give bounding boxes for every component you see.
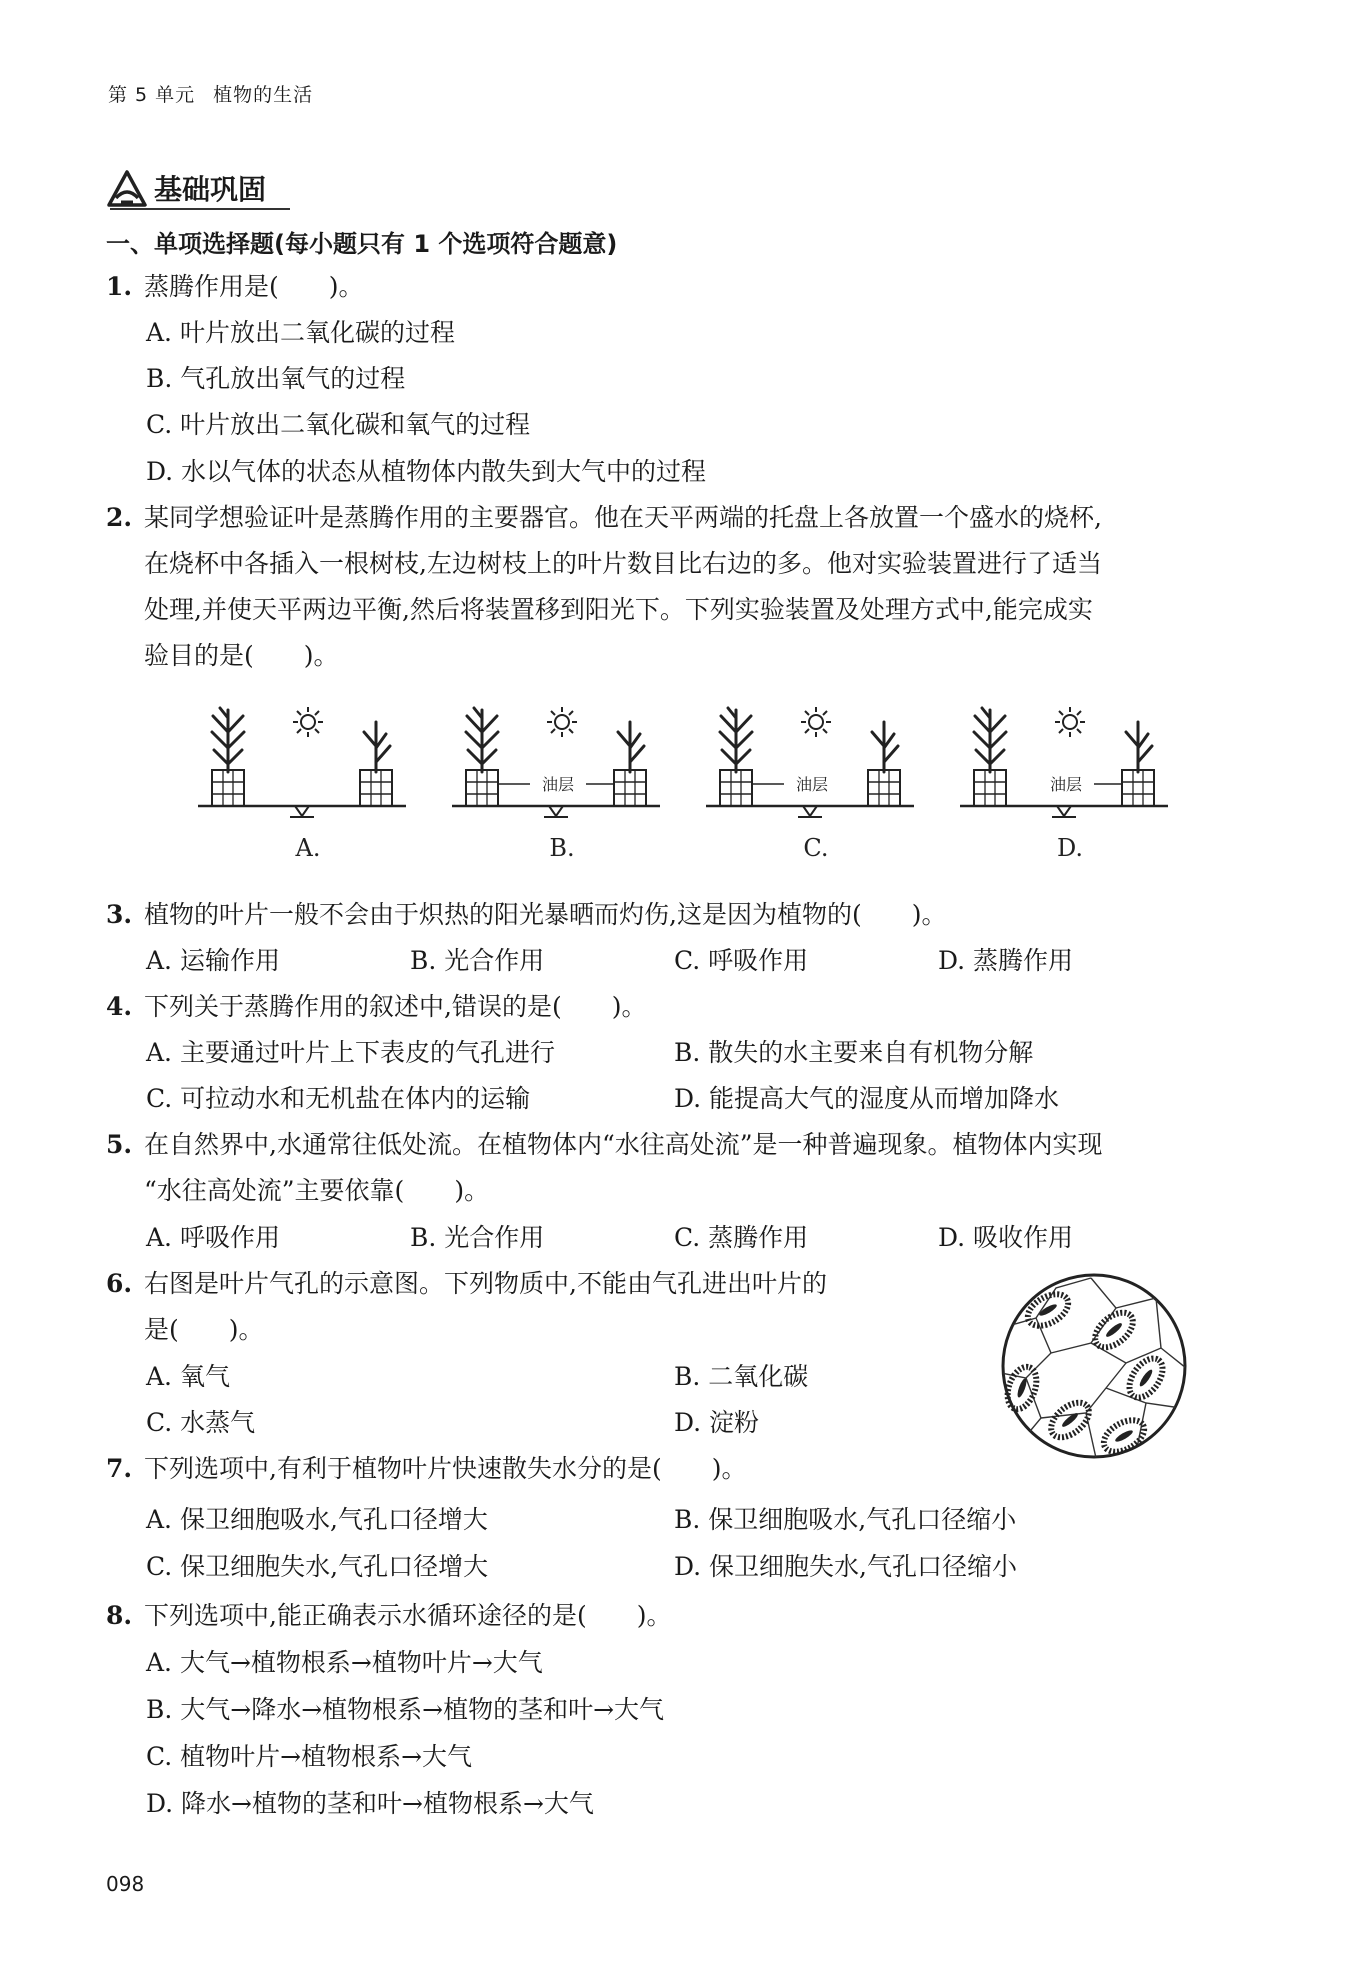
- setup-d: [960, 707, 1168, 817]
- setup-b: [452, 707, 660, 817]
- unit-header: 第 5 单元 植物的生活: [108, 84, 314, 106]
- q8-option-c: C. 植物叶片→植物根系→大气: [146, 1742, 473, 1771]
- title-underline: [110, 206, 290, 212]
- setup-label-c: C.: [803, 834, 829, 862]
- q1-option-b: B. 气孔放出氧气的过程: [146, 364, 406, 393]
- q5-line-1: 在自然界中,水通常往低处流。在植物体内“水往高处流”是一种普遍现象。植物体内实现: [144, 1130, 1103, 1159]
- q6-option-c: C. 水蒸气: [146, 1408, 256, 1437]
- q2-line-1: 某同学想验证叶是蒸腾作用的主要器官。他在天平两端的托盘上各放置一个盛水的烧杯,: [144, 503, 1102, 532]
- q7-option-b: B. 保卫细胞吸水,气孔口径缩小: [674, 1505, 1017, 1534]
- q4-option-b: B. 散失的水主要来自有机物分解: [674, 1038, 1034, 1067]
- q4-stem: 下列关于蒸腾作用的叙述中,错误的是( )。: [144, 992, 647, 1021]
- q6-option-b: B. 二氧化碳: [674, 1362, 809, 1391]
- q1-option-d: D. 水以气体的状态从植物体内散失到大气中的过程: [146, 457, 707, 486]
- q7-option-c: C. 保卫细胞失水,气孔口径增大: [146, 1552, 489, 1581]
- q6-line-2: 是( )。: [144, 1315, 264, 1344]
- q5-number: 5.: [106, 1130, 133, 1159]
- part-title: 一、单项选择题(每小题只有 1 个选项符合题意): [106, 230, 618, 258]
- q3-stem: 植物的叶片一般不会由于炽热的阳光暴晒而灼伤,这是因为植物的( )。: [144, 900, 947, 929]
- q6-line-1: 右图是叶片气孔的示意图。下列物质中,不能由气孔进出叶片的: [144, 1269, 827, 1298]
- page-number: 098: [106, 1872, 145, 1896]
- q5-option-a: A. 呼吸作用: [146, 1223, 280, 1252]
- oil-label-b: 油层: [541, 775, 575, 794]
- section-heading: [106, 166, 266, 210]
- q6-option-d: D. 淀粉: [674, 1408, 760, 1437]
- q8-option-d: D. 降水→植物的茎和叶→植物根系→大气: [146, 1789, 594, 1818]
- q1-stem: 蒸腾作用是( )。: [144, 272, 364, 301]
- setup-a: [198, 707, 406, 817]
- q8-stem: 下列选项中,能正确表示水循环途径的是( )。: [144, 1601, 672, 1630]
- setup-label-b: B.: [549, 834, 575, 862]
- q1-option-c: C. 叶片放出二氧化碳和氧气的过程: [146, 410, 531, 439]
- q1-option-a: A. 叶片放出二氧化碳的过程: [146, 318, 455, 347]
- triangle-people-icon: [106, 168, 148, 208]
- setup-label-a: A.: [295, 834, 321, 862]
- stomata-figure: [996, 1268, 1192, 1464]
- q7-option-a: A. 保卫细胞吸水,气孔口径增大: [146, 1505, 488, 1534]
- q2-line-4: 验目的是( )。: [144, 641, 339, 670]
- q3-option-b: B. 光合作用: [410, 946, 545, 975]
- q2-line-2: 在烧杯中各插入一根树枝,左边树枝上的叶片数目比右边的多。他对实验装置进行了适当: [144, 549, 1102, 578]
- oil-label-c: 油层: [795, 775, 829, 794]
- q4-option-c: C. 可拉动水和无机盐在体内的运输: [146, 1084, 531, 1113]
- section-title: 基础巩固: [154, 173, 267, 206]
- q5-option-b: B. 光合作用: [410, 1223, 545, 1252]
- q4-number: 4.: [106, 992, 133, 1021]
- q2-figure: [190, 700, 1190, 870]
- q3-option-a: A. 运输作用: [146, 946, 280, 975]
- q5-option-d: D. 吸收作用: [938, 1223, 1074, 1252]
- q8-option-a: A. 大气→植物根系→植物叶片→大气: [146, 1648, 543, 1677]
- q6-number: 6.: [106, 1269, 133, 1298]
- q1-number: 1.: [106, 272, 133, 301]
- q8-number: 8.: [106, 1601, 133, 1630]
- q3-number: 3.: [106, 900, 133, 929]
- setup-label-d: D.: [1056, 834, 1084, 862]
- q3-option-d: D. 蒸腾作用: [938, 946, 1074, 975]
- q5-option-c: C. 蒸腾作用: [674, 1223, 809, 1252]
- q2-number: 2.: [106, 503, 133, 532]
- oil-label-d: 油层: [1049, 775, 1083, 794]
- q4-option-a: A. 主要通过叶片上下表皮的气孔进行: [146, 1038, 555, 1067]
- q6-option-a: A. 氧气: [146, 1362, 230, 1391]
- q2-line-3: 处理,并使天平两边平衡,然后将装置移到阳光下。下列实验装置及处理方式中,能完成实: [144, 595, 1093, 624]
- setup-c: [706, 707, 914, 817]
- q7-option-d: D. 保卫细胞失水,气孔口径缩小: [674, 1552, 1017, 1581]
- q7-number: 7.: [106, 1454, 133, 1483]
- q5-line-2: “水往高处流”主要依靠( )。: [144, 1176, 490, 1205]
- q8-option-b: B. 大气→降水→植物根系→植物的茎和叶→大气: [146, 1695, 665, 1724]
- q3-option-c: C. 呼吸作用: [674, 946, 809, 975]
- q4-option-d: D. 能提高大气的湿度从而增加降水: [674, 1084, 1060, 1113]
- q7-stem: 下列选项中,有利于植物叶片快速散失水分的是( )。: [144, 1454, 747, 1483]
